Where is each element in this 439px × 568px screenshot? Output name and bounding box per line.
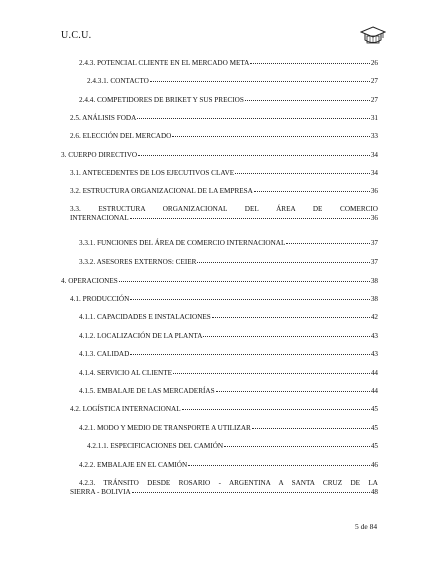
toc-entry[interactable]: 2.5. ANÁLISIS FODA 31 [70,114,378,122]
toc-entry[interactable]: 4.1.2. LOCALIZACIÓN DE LA PLANTA 43 [79,332,378,340]
toc-entry[interactable]: 4.2.1.1. ESPECIFICACIONES DEL CAMIÓN 45 [87,442,378,450]
toc-entry[interactable]: 3.2. ESTRUCTURA ORGANIZACIONAL DE LA EMPRESA 36 [70,187,378,195]
toc-entry-line1: 3.3. ESTRUCTURA ORGANIZACIONAL DEL ÁREA DE COMERCIO [70,205,378,213]
header-org-name: U.C.U. [61,30,92,41]
graduation-cap-logo-icon [360,26,386,48]
toc-entry[interactable]: 4.1.1. CAPACIDADES E INSTALACIONES 42 [79,313,378,321]
toc-entry[interactable]: 4.2.3. TRÁNSITO DESDE ROSARIO - ARGENTINA A SANTA CRUZ DE LA SIERRA - BOLIVIA 48 [70,479,378,496]
toc-entry[interactable]: 4.1. PRODUCCIÓN 38 [70,295,378,303]
toc-entry[interactable]: 3.3.1. FUNCIONES DEL ÁREA DE COMERCIO INTERNACIONAL 37 [79,239,378,247]
toc-entry[interactable]: 3.1. ANTECEDENTES DE LOS EJECUTIVOS CLAVE 34 [70,169,378,177]
toc-entry[interactable]: 2.4.3. POTENCIAL CLIENTE EN EL MERCADO META 26 [79,59,378,67]
toc-entry[interactable]: 3. CUERPO DIRECTIVO 34 [61,151,378,159]
toc-entry[interactable]: 4.2. LOGÍSTICA INTERNACIONAL 45 [70,405,378,413]
toc-entry[interactable]: 4.1.3. CALIDAD 43 [79,350,378,358]
toc-entry[interactable]: 2.4.3.1. CONTACTO 27 [87,77,378,85]
toc-entry[interactable]: 4. OPERACIONES 38 [61,277,378,285]
toc-entry[interactable]: 4.1.4. SERVICIO AL CLIENTE 44 [79,369,378,377]
toc-entry[interactable]: 2.4.4. COMPETIDORES DE BRIKET Y SUS PRECIOS 27 [79,96,378,104]
toc-entry[interactable]: 3.3. ESTRUCTURA ORGANIZACIONAL DEL ÁREA DE COMERCIO INTERNACIONAL 36 [70,205,378,222]
toc-entry[interactable]: 4.2.2. EMBALAJE EN EL CAMIÓN 46 [79,461,378,469]
page-number: 5 de 84 [355,522,378,531]
toc-entry-line1: 4.2.3. TRÁNSITO DESDE ROSARIO - ARGENTINA A SANTA CRUZ DE LA [79,479,378,487]
toc-entry[interactable]: 3.3.2. ASESORES EXTERNOS: CEIER 37 [79,258,378,266]
toc-entry[interactable]: 4.1.5. EMBALAJE DE LAS MERCADERÍAS 44 [79,387,378,395]
toc-entry[interactable]: 4.2.1. MODO Y MEDIO DE TRANSPORTE A UTILIZAR 45 [79,424,378,432]
toc-entry[interactable]: 2.6. ELECCIÓN DEL MERCADO 33 [70,132,378,140]
